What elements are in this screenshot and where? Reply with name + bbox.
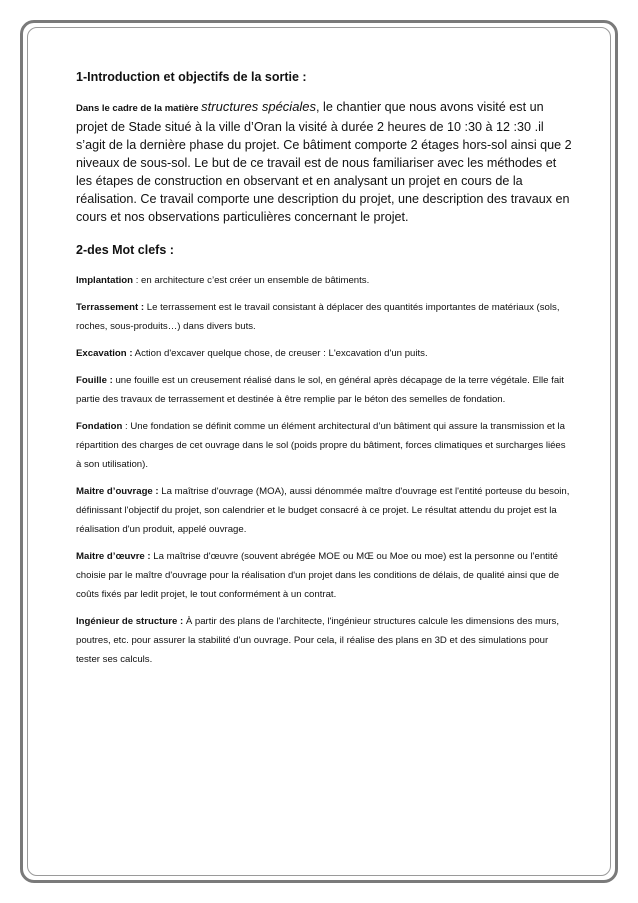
definition-text: À partir des plans de l'architecte, l'ingénieur structures calcule les dimensions des murs, poutres, etc. pour assurer la stabilité d'un ouvrage. Pour cela, il réalise des plans en 3D et des simulations pour tester ses calculs. (76, 616, 560, 665)
definition-maitre-oeuvre (76, 547, 572, 604)
definition-text: : en architecture c’est créer un ensemble de bâtiments. (133, 275, 370, 286)
definition-text: La maîtrise d'œuvre (souvent abrégée MOE ou MŒ ou Moe ou moe) est la personne ou l'entité choisie par le maître d'ouvrage pour la réalisation d'un projet dans les conditions de délais, de qualité ainsi que de coûts fixés par ledit projet, le tout conformément à un contrat. (76, 551, 560, 600)
definition-term: Implantation (76, 275, 134, 286)
definition-term: Fouille : (76, 375, 113, 386)
definition-text: La maîtrise d'ouvrage (MOA), aussi dénommée maître d'ouvrage est l'entité porteuse du besoin, définissant l'objectif du projet, son calendrier et le budget consacré à ce projet. Le résultat attendu du projet est la réalisation d'un produit, appelé ouvrage. (76, 486, 570, 535)
definition-ingenieur-structure (76, 612, 572, 669)
definition-fondation (76, 417, 572, 474)
section1-title: 1-Introduction et objectifs de la sortie : (76, 70, 307, 84)
definition-maitre-ouvrage (76, 482, 572, 539)
intro-lead: Dans le cadre de la matière (76, 103, 202, 114)
definition-term: Fondation (76, 421, 123, 432)
definition-term: Maitre d’œuvre : (76, 551, 151, 562)
intro-text: , le chantier que nous avons visité est un projet de Stade situé à la ville d’Oran la visité à durée 2 heures de 10 :30 à 12 :30 .il s’agit de la dernière phase du projet. Ce bâtiment comporte 2 étages hors-sol ainsi que 2 niveaux de sous-sol. Le but de ce travail est de nous familiariser avec les méthodes et les étapes de construction en observant et en analysant un projet en cours de la réalisation. Ce travail comporte une description du projet, une description des travaux en cours et nos observations particulières concernant le projet. (76, 100, 572, 224)
definition-term: Terrassement : (76, 302, 145, 313)
definition-term: Ingénieur de structure : (76, 616, 184, 627)
definition-text: : Une fondation se définit comme un élément architectural d’un bâtiment qui assure la transmission et la répartition des charges de cet ouvrage dans le sol (poids propre du bâtiment, forces climatiques et surcharges liées à son utilisation). (76, 421, 566, 470)
definition-text: Le terrassement est le travail consistant à déplacer des quantités importantes de matériaux (sols, roches, sous-produits…) dans divers buts. (76, 302, 560, 332)
definition-term: Excavation : (76, 348, 133, 359)
definition-terrassement (76, 298, 572, 336)
definition-fouille (76, 371, 572, 409)
definition-implantation (76, 271, 572, 290)
document-body (76, 70, 572, 677)
definition-text: une fouille est un creusement réalisé dans le sol, en général après décapage de la terre végétale. Elle fait partie des travaux de terrassement et destinée à être remplie par le béton des semelles de fondation. (76, 375, 564, 405)
section2-title: 2-des Mot clefs : (76, 243, 174, 257)
intro-emphasis: structures spéciales (201, 99, 317, 114)
definition-term: Maitre d’ouvrage : (76, 486, 159, 497)
definition-excavation (76, 344, 572, 363)
definition-text: Action d'excaver quelque chose, de creuser : L'excavation d'un puits. (132, 348, 428, 359)
intro-paragraph (76, 98, 572, 226)
